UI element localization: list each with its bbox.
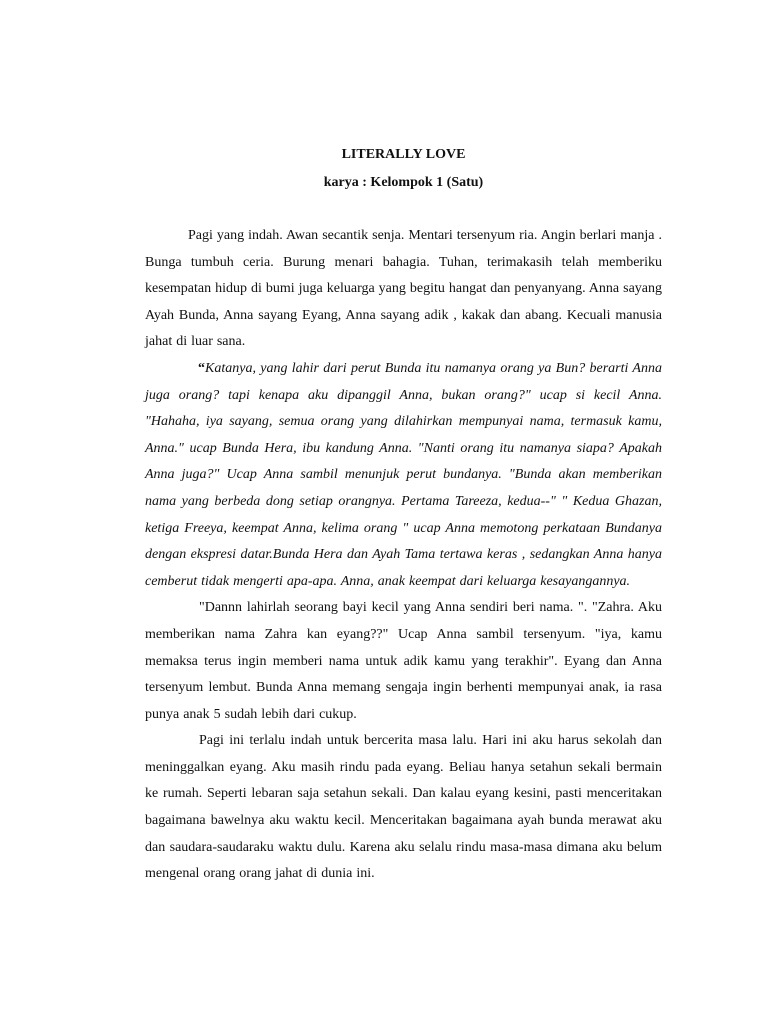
opening-quote: “ [198,360,205,376]
paragraph-2-text: Katanya, yang lahir dari perut Bunda itu namanya orang ya Bun? berarti Anna juga orang? tapi kenapa aku dipanggil Anna, bukan orang?" ucap si kecil Anna. "Hahaha, iya sayang, semua orang yang dilahirkan mempunyai nama, termasuk kamu, Anna." ucap Bunda Hera, ibu kandung Anna. "Nanti orang itu namanya siapa? Apakah Anna juga?" Ucap Anna sambil menunjuk perut bundanya. "Bunda akan memberikan nama yang berbeda dong setiap orangnya. Pertama Tareeza, kedua--" " Kedua Ghazan, ketiga Freeya, keempat Anna, kelima orang " ucap Anna memotong perkataan Bundanya dengan ekspresi datar.Bunda Hera dan Ayah Tama tertawa keras , sedangkan Anna hanya cemberut tidak mengerti apa-apa. Anna, anak keempat dari keluarga kesayangannya. [145,360,662,589]
story-author: karya : Kelompok 1 (Satu) [323,175,484,190]
paragraph-2 [145,356,662,595]
paragraph-4: Pagi ini terlalu indah untuk bercerita masa lalu. Hari ini aku harus sekolah dan meninggalkan eyang. Aku masih rindu pada eyang. Beliau hanya setahun sekali bermain ke rumah. Seperti lebaran saja setahun sekali. Dan kalau eyang kesini, pasti menceritakan bagaimana bawelnya aku waktu kecil. Menceritakan bagaimana ayah bunda merawat aku dan saudara-saudaraku waktu dulu. Karena aku selalu rindu masa-masa dimana aku belum mengenal orang orang jahat di dunia ini. [145,733,662,882]
document-content [145,146,662,888]
paragraph-3: "Dannn lahirlah seorang bayi kecil yang Anna sendiri beri nama. ". "Zahra. Aku memberikan nama Zahra kan eyang??" Ucap Anna sambil tersenyum. "iya, kamu memaksa terus ingin memberi nama untuk adik kamu yang terakhir". Eyang dan Anna tersenyum lembut. Bunda Anna memang sengaja ingin berhenti mempunyai anak, ia rasa punya anak 5 sudah lebih dari cukup. [145,600,662,722]
story-body [145,223,662,888]
paragraph-1: Pagi yang indah. Awan secantik senja. Mentari tersenyum ria. Angin berlari manja . Bunga tumbuh ceria. Burung menari bahagia. Tuhan, terimakasih telah memberiku kesempatan hidup di bumi juga keluarga yang begitu hangat dan penyanyang. Anna sayang Ayah Bunda, Anna sayang Eyang, Anna sayang adik , kakak dan abang. Kecuali manusia jahat di luar sana. [145,228,662,350]
story-title: LITERALLY LOVE [341,147,466,162]
